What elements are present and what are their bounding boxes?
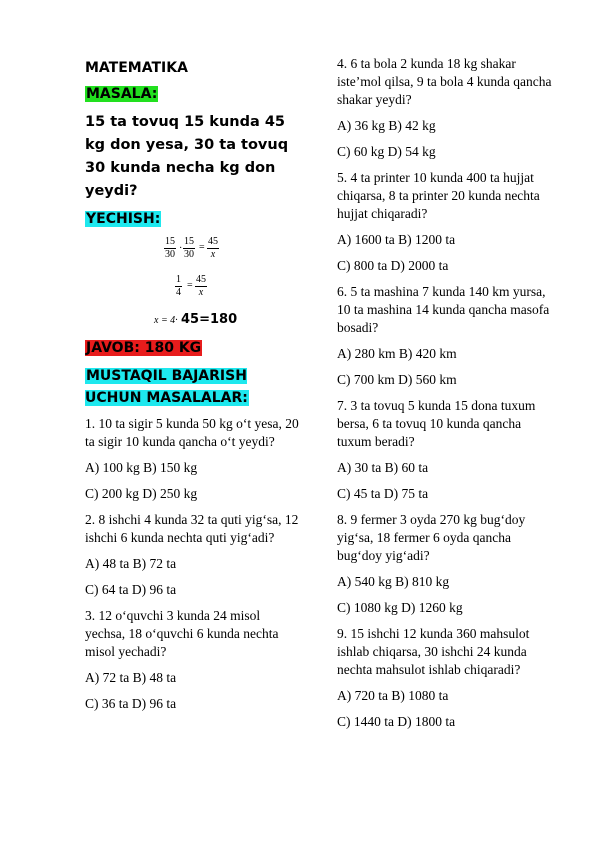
problem-8 — [337, 511, 557, 617]
math-operator: = — [199, 242, 205, 253]
problem-options-ab: A) 280 km B) 420 km — [337, 346, 457, 361]
mustaqil-heading — [85, 365, 303, 409]
fraction: $\frac{45}{x}$ — [196, 274, 206, 298]
problem-options-cd: C) 60 kg D) 54 kg — [337, 144, 436, 159]
problem-question: 7. 3 ta tovuq 5 kunda 15 dona tuxum bersa, 6 ta tovuq 10 kunda qancha tuxum beradi? — [337, 398, 536, 449]
problem-options-ab: A) 540 kg B) 810 kg — [337, 574, 450, 589]
fraction: $\frac{15}{30}$ — [165, 236, 175, 260]
problem-question: 1. 10 ta sigir 5 kunda 50 kg o‘t yesa, 20 ta sigir 10 kunda qancha o‘t yeydi? — [85, 416, 299, 449]
problem-options-cd: C) 1440 ta D) 1800 ta — [337, 714, 456, 729]
mustaqil-label: MUSTAQIL BAJARISH UCHUN MASALALAR: — [85, 368, 248, 406]
problem-options-cd: C) 200 kg D) 250 kg — [85, 486, 198, 501]
problem-1 — [85, 415, 303, 503]
problem-options-ab: A) 30 ta B) 60 ta — [337, 460, 429, 475]
problem-7 — [337, 397, 557, 503]
problem-options-ab: A) 72 ta B) 48 ta — [85, 670, 177, 685]
javob-label: JAVOB: 180 KG — [86, 340, 202, 356]
problem-options-cd: C) 64 ta D) 96 ta — [85, 582, 177, 597]
left-column — [85, 55, 303, 721]
problem-question: 9. 15 ishchi 12 kunda 360 mahsulot ishlab chiqarsa, 30 ishchi 24 kunda nechta mahsulot ishlab chiqaradi? — [337, 626, 530, 677]
solution-math — [85, 236, 303, 336]
fraction: $\frac{15}{30}$ — [184, 236, 194, 260]
fraction: $\frac{1}{4}$ — [176, 274, 181, 298]
problem-options-cd: C) 45 ta D) 75 ta — [337, 486, 429, 501]
problem-question: 8. 9 fermer 3 oyda 270 kg bug‘doy yig‘sa, 18 fermer 6 oyda qancha bug‘doy yig‘adi? — [337, 512, 526, 563]
problem-question: 2. 8 ishchi 4 kunda 32 ta quti yig‘sa, 12 ishchi 6 kunda nechta quti yig‘adi? — [85, 512, 299, 545]
problem-options-ab: A) 1600 ta B) 1200 ta — [337, 232, 456, 247]
math-operator: · — [179, 243, 183, 254]
problem-question: 3. 12 o‘quvchi 3 kunda 24 misol yechsa, 18 o‘quvchi 6 kunda nechta misol yechadi? — [85, 608, 279, 659]
yechish-label: YECHISH: — [86, 211, 161, 227]
javob-heading — [85, 338, 303, 359]
problem-options-cd: C) 36 ta D) 96 ta — [85, 696, 177, 711]
problem-options-cd: C) 800 ta D) 2000 ta — [337, 258, 449, 273]
problem-9 — [337, 625, 557, 731]
problem-options-cd: C) 1080 kg D) 1260 kg — [337, 600, 463, 615]
main-problem: 15 ta tovuq 15 kunda 45 kg don yesa, 30 ta tovuq 30 kunda necha kg don yeydi? — [85, 114, 289, 199]
math-result-lhs: x = 4· — [154, 315, 178, 326]
document-title: MATEMATIKA — [85, 60, 188, 76]
masala-label: MASALA: — [86, 86, 158, 102]
yechish-heading — [85, 209, 303, 230]
math-result-rhs: 45=180 — [181, 312, 238, 327]
right-column — [337, 55, 557, 739]
problem-options-cd: C) 700 km D) 560 km — [337, 372, 457, 387]
problem-question: 6. 5 ta mashina 7 kunda 140 km yursa, 10 ta mashina 14 kunda qancha masofa bosadi? — [337, 284, 550, 335]
fraction: $\frac{45}{x}$ — [208, 236, 218, 260]
problem-options-ab: A) 720 ta B) 1080 ta — [337, 688, 449, 703]
problem-3 — [85, 607, 303, 713]
problem-2 — [85, 511, 303, 599]
problem-6 — [337, 283, 557, 389]
problem-options-ab: A) 48 ta B) 72 ta — [85, 556, 177, 571]
problem-options-ab: A) 100 kg B) 150 kg — [85, 460, 198, 475]
problem-options-ab: A) 36 kg B) 42 kg — [337, 118, 436, 133]
problem-question: 5. 4 ta printer 10 kunda 400 ta hujjat chiqarsa, 8 ta printer 20 kunda nechta hujjat chiqaradi? — [337, 170, 540, 221]
problem-5 — [337, 169, 557, 275]
math-operator: = — [187, 280, 193, 291]
problem-question: 4. 6 ta bola 2 kunda 18 kg shakar iste’mol qilsa, 9 ta bola 4 kunda qancha shakar yeydi? — [337, 56, 552, 107]
masala-heading — [85, 84, 303, 105]
problem-4 — [337, 55, 557, 161]
